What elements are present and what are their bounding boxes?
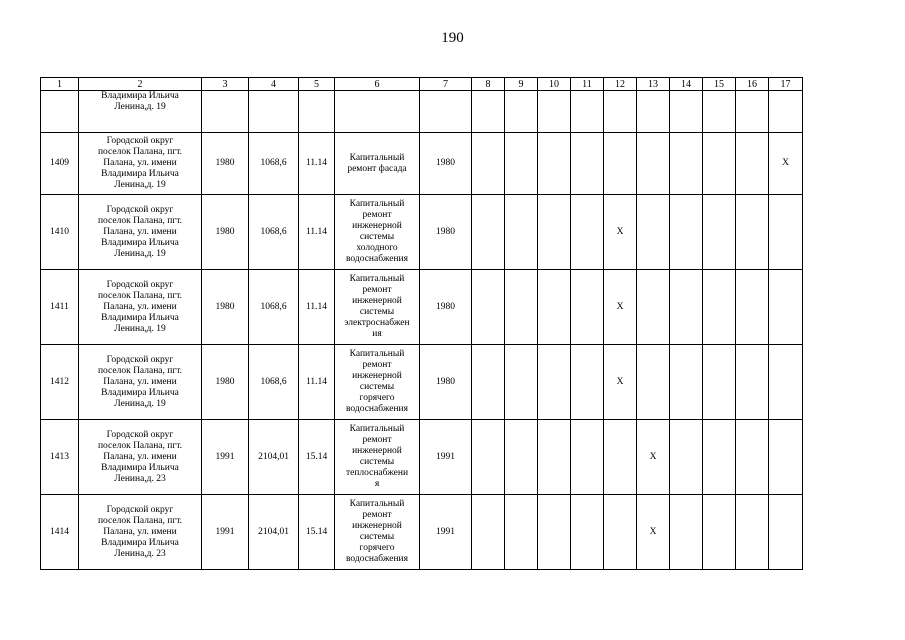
col-header: 2 xyxy=(79,78,202,91)
year-cell: 1980 xyxy=(202,195,249,270)
col13-mark xyxy=(637,195,670,270)
col-header: 16 xyxy=(736,78,769,91)
col7-cell: 1991 xyxy=(420,495,472,570)
col7-cell: 1980 xyxy=(420,195,472,270)
col-header: 11 xyxy=(571,78,604,91)
col5-cell: 11.14 xyxy=(299,133,335,195)
col-header: 3 xyxy=(202,78,249,91)
col-header: 4 xyxy=(249,78,299,91)
work-type-cell: Капитальный ремонт инженерной системы горячего водоснабжения xyxy=(335,495,420,570)
row-number: 1412 xyxy=(41,345,79,420)
header-row xyxy=(41,78,803,91)
year-cell: 1991 xyxy=(202,495,249,570)
col-header: 9 xyxy=(505,78,538,91)
row-number: 1414 xyxy=(41,495,79,570)
row-number: 1411 xyxy=(41,270,79,345)
col-header: 10 xyxy=(538,78,571,91)
col7-cell: 1980 xyxy=(420,345,472,420)
table-row xyxy=(41,495,803,570)
work-type-cell: Капитальный ремонт инженерной системы холодного водоснабжения xyxy=(335,195,420,270)
col-header: 5 xyxy=(299,78,335,91)
col7-cell: 1980 xyxy=(420,133,472,195)
address-cell: Городской округ поселок Палана, пгт. Палана, ул. имени Владимира Ильича Ленина,д. 23 xyxy=(79,495,202,570)
work-type-cell: Капитальный ремонт инженерной системы горячего водоснабжения xyxy=(335,345,420,420)
col-header: 15 xyxy=(703,78,736,91)
col17-mark: X xyxy=(769,133,803,195)
col17-mark xyxy=(769,495,803,570)
address-cell: Владимира Ильича Ленина,д. 19 xyxy=(79,91,202,133)
area-cell: 1068,6 xyxy=(249,195,299,270)
col13-mark xyxy=(637,270,670,345)
col-header: 8 xyxy=(472,78,505,91)
address-cell: Городской округ поселок Палана, пгт. Палана, ул. имени Владимира Ильича Ленина,д. 19 xyxy=(79,133,202,195)
col5-cell: 15.14 xyxy=(299,495,335,570)
address-cell: Городской округ поселок Палана, пгт. Палана, ул. имени Владимира Ильича Ленина,д. 19 xyxy=(79,345,202,420)
year-cell: 1980 xyxy=(202,270,249,345)
work-type-cell: Капитальный ремонт инженерной системы теплоснабжени я xyxy=(335,420,420,495)
area-cell: 2104,01 xyxy=(249,420,299,495)
address-cell: Городской округ поселок Палана, пгт. Палана, ул. имени Владимира Ильича Ленина,д. 19 xyxy=(79,270,202,345)
col17-mark xyxy=(769,345,803,420)
col5-cell: 15.14 xyxy=(299,420,335,495)
area-cell: 1068,6 xyxy=(249,345,299,420)
address-cell: Городской округ поселок Палана, пгт. Палана, ул. имени Владимира Ильича Ленина,д. 23 xyxy=(79,420,202,495)
col12-mark xyxy=(604,133,637,195)
col12-mark: X xyxy=(604,270,637,345)
col13-mark xyxy=(637,133,670,195)
table-row xyxy=(41,133,803,195)
col7-cell: 1980 xyxy=(420,270,472,345)
year-cell: 1980 xyxy=(202,345,249,420)
col7-cell: 1991 xyxy=(420,420,472,495)
page-number: 190 xyxy=(441,30,464,46)
table-row xyxy=(41,270,803,345)
col5-cell: 11.14 xyxy=(299,195,335,270)
table-row xyxy=(41,195,803,270)
col12-mark xyxy=(604,420,637,495)
address-cell: Городской округ поселок Палана, пгт. Палана, ул. имени Владимира Ильича Ленина,д. 19 xyxy=(79,195,202,270)
year-cell: 1980 xyxy=(202,133,249,195)
col12-mark xyxy=(604,495,637,570)
col-header: 12 xyxy=(604,78,637,91)
area-cell: 1068,6 xyxy=(249,270,299,345)
col17-mark xyxy=(769,270,803,345)
table-row xyxy=(41,345,803,420)
col-header: 1 xyxy=(41,78,79,91)
col17-mark xyxy=(769,195,803,270)
area-cell: 2104,01 xyxy=(249,495,299,570)
col13-mark: X xyxy=(637,420,670,495)
col13-mark: X xyxy=(637,495,670,570)
year-cell: 1991 xyxy=(202,420,249,495)
row-number: 1410 xyxy=(41,195,79,270)
table-row-continuation xyxy=(41,91,803,133)
row-number: 1413 xyxy=(41,420,79,495)
work-type-cell: Капитальный ремонт фасада xyxy=(335,133,420,195)
col12-mark: X xyxy=(604,195,637,270)
col5-cell: 11.14 xyxy=(299,270,335,345)
capital-repair-table xyxy=(40,77,803,570)
col12-mark: X xyxy=(604,345,637,420)
col17-mark xyxy=(769,420,803,495)
table-row xyxy=(41,420,803,495)
col-header: 6 xyxy=(335,78,420,91)
col13-mark xyxy=(637,345,670,420)
col-header: 7 xyxy=(420,78,472,91)
col-header: 17 xyxy=(769,78,803,91)
area-cell: 1068,6 xyxy=(249,133,299,195)
col-header: 13 xyxy=(637,78,670,91)
row-number: 1409 xyxy=(41,133,79,195)
col5-cell: 11.14 xyxy=(299,345,335,420)
work-type-cell: Капитальный ремонт инженерной системы электроснабжен ия xyxy=(335,270,420,345)
col-header: 14 xyxy=(670,78,703,91)
